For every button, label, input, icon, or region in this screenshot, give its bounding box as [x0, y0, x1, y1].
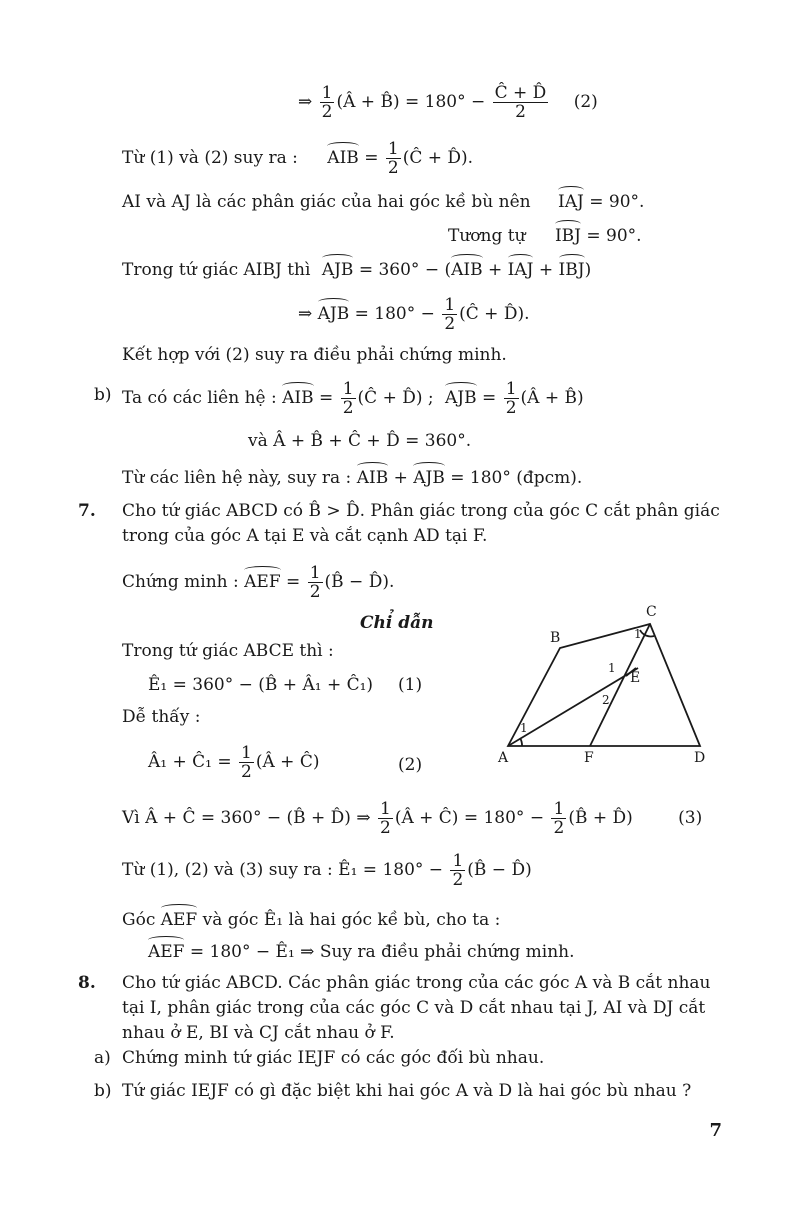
angle-arc-a: [520, 738, 522, 746]
equation-text: (Â + Ĉ): [255, 752, 320, 772]
implies-symbol: ⇒: [298, 92, 313, 112]
equation-text: (Ĉ + D̂) ;: [357, 388, 434, 408]
equation-text: = 90°.: [586, 226, 642, 246]
problem-7-number: 7.: [78, 501, 96, 521]
hint-heading: Chỉ dẫn: [360, 613, 434, 633]
equation-line-9: và Â + B̂ + Ĉ + D̂ = 360°.: [248, 431, 472, 451]
angle-mark-c1: 1: [634, 627, 642, 641]
text-line-7: Kết hợp với (2) suy ra điều phải chứng minh.: [122, 345, 507, 365]
equation-text: (Â + Ĉ) = 180° −: [394, 808, 545, 828]
hint-line-5: [122, 800, 702, 837]
equation-text: = 90°.: [589, 192, 645, 212]
angle-mark-a1: 1: [520, 721, 528, 735]
equation-line-6: [298, 296, 530, 333]
angle-arc: AIB: [451, 256, 483, 281]
problem-8-line-1: Cho tứ giác ABCD. Các phân giác trong của các góc A và B cắt nhau: [122, 973, 711, 993]
fraction: $\frac{Ĉ + D̂}{2}$: [494, 83, 547, 122]
text: Ta có các liên hệ :: [122, 388, 277, 408]
text: = 180° − Ê₁ ⇒ Suy ra điều phải chứng minh.: [189, 942, 575, 962]
problem-8-part-b: Tứ giác IEJF có gì đặc biệt khi hai góc A và D là hai góc bù nhau ?: [122, 1081, 692, 1101]
text-line-3: [122, 188, 644, 213]
label-c: C: [646, 604, 657, 620]
angle-arc: AJB: [318, 300, 350, 325]
hint-line-7: [122, 906, 500, 931]
equation-text: (Â + B̂) = 180° −: [336, 92, 486, 112]
equation-text: (Ĉ + D̂).: [402, 148, 474, 168]
label-d: D: [694, 750, 706, 766]
equation-line-8: [122, 380, 584, 417]
text: Trong tứ giác AIBJ thì: [122, 260, 311, 280]
angle-arc: AJB: [413, 464, 445, 489]
fraction: $\frac{1}{2}$: [452, 851, 464, 890]
fraction: $\frac{1}{2}$: [321, 83, 333, 122]
text: và góc Ê₁ là hai góc kề bù, cho ta :: [202, 910, 501, 930]
plus: +: [488, 260, 503, 280]
angle-arc: IAJ: [508, 256, 534, 281]
equation-text: Â₁ + Ĉ₁ =: [148, 752, 232, 772]
equation-text: (B̂ − D̂): [467, 860, 532, 880]
fraction: $\frac{1}{2}$: [309, 563, 321, 602]
hint-line-1: Trong tứ giác ABCE thì :: [122, 641, 334, 661]
quadrilateral-figure: [490, 600, 720, 770]
equation-text: Từ (1), (2) và (3) suy ra : Ê₁ = 180° −: [122, 860, 444, 880]
angle-arc: IBJ: [555, 222, 581, 247]
plus: +: [393, 468, 408, 488]
equals: =: [319, 388, 334, 408]
equation-text: = 180° (đpcm).: [450, 468, 583, 488]
equation-text: = 360° − (: [358, 260, 452, 280]
angle-mark-e2: 2: [602, 693, 610, 707]
hint-line-6: [122, 852, 532, 889]
text: Tương tự: [448, 226, 526, 246]
fraction: $\frac{1}{2}$: [505, 379, 517, 418]
fraction: $\frac{1}{2}$: [241, 743, 252, 782]
angle-arc: AJB: [445, 384, 477, 409]
part-a-label: a): [94, 1048, 111, 1068]
angle-arc: AEF: [161, 906, 197, 931]
text-line-4: [448, 222, 642, 247]
equation-text: (Ĉ + D̂).: [459, 304, 530, 324]
part-b-label-8: b): [94, 1081, 112, 1101]
problem-8-line-3: nhau ở E, BI và CJ cắt nhau ở F.: [122, 1023, 395, 1043]
problem-8-number: 8.: [78, 973, 96, 993]
hint-line-2: [148, 674, 423, 696]
problem-7-prove: [122, 564, 394, 601]
page-number: 7: [709, 1120, 722, 1141]
angle-mark-e1: 1: [608, 661, 616, 675]
problem-7-line-2: trong của góc A tại E và cắt cạnh AD tại F.: [122, 526, 488, 546]
equation-tag: (2): [573, 92, 598, 112]
angle-arc: AEF: [244, 568, 280, 593]
hint-line-4: [148, 743, 423, 782]
text: Góc: [122, 910, 156, 930]
label-e: E: [630, 670, 641, 686]
equation-tag: (3): [678, 808, 703, 828]
equals: =: [364, 148, 379, 168]
plus: +: [538, 260, 554, 280]
hint-line-3: Dễ thấy :: [122, 707, 201, 727]
bisector-cf: [590, 624, 650, 746]
equation-text: = 180° −: [354, 304, 435, 324]
angle-arc: AIB: [327, 144, 359, 169]
paren: ): [584, 260, 592, 280]
label-a: A: [498, 750, 509, 766]
problem-7-line-1: Cho tứ giác ABCD có B̂ > D̂. Phân giác trong của góc C cắt phân giác: [122, 501, 720, 521]
angle-arc: AJB: [322, 256, 354, 281]
text: Từ các liên hệ này, suy ra :: [122, 468, 352, 488]
equation-line-1: [298, 84, 598, 121]
equation-text: Ê₁ = 360° − (B̂ + Â₁ + Ĉ₁): [148, 675, 374, 695]
label-f: F: [584, 750, 594, 766]
equals: =: [482, 388, 497, 408]
equation-tag: (2): [398, 755, 423, 775]
label-b: B: [550, 630, 561, 646]
problem-8-line-2: tại I, phân giác trong của các góc C và D cắt nhau tại J, AI và DJ cắt: [122, 998, 706, 1018]
implies-symbol: ⇒: [298, 304, 313, 324]
equation-text: (B̂ − D̂).: [324, 572, 395, 592]
text-line-5: [122, 256, 591, 281]
angle-arc: AIB: [282, 384, 314, 409]
angle-arc: AEF: [148, 938, 184, 963]
fraction: $\frac{1}{2}$: [387, 139, 399, 178]
text: AI và AJ là các phân giác của hai góc kề bù nên: [122, 192, 531, 212]
text: Từ (1) và (2) suy ra :: [122, 148, 298, 168]
angle-arc: IBJ: [559, 256, 585, 281]
fraction: $\frac{1}{2}$: [380, 799, 391, 838]
fraction: $\frac{1}{2}$: [342, 379, 354, 418]
angle-arc: IAJ: [558, 188, 584, 213]
fraction: $\frac{1}{2}$: [553, 799, 565, 838]
equation-text: (B̂ + D̂): [568, 808, 633, 828]
hint-line-8: [148, 938, 575, 963]
equation-text: (Â + B̂): [520, 388, 584, 408]
angle-arc: AIB: [357, 464, 389, 489]
equation-line-2: [122, 140, 473, 177]
problem-8-part-a: Chứng minh tứ giác IEJF có các góc đối bù nhau.: [122, 1048, 545, 1068]
part-b-label: b): [94, 385, 112, 405]
text-line-10: [122, 464, 582, 489]
equation-tag: (1): [398, 675, 423, 695]
equation-text: Vì Â + Ĉ = 360° − (B̂ + D̂) ⇒: [122, 808, 371, 828]
equals: =: [286, 572, 301, 592]
text: Chứng minh :: [122, 572, 239, 592]
fraction: $\frac{1}{2}$: [444, 295, 456, 334]
